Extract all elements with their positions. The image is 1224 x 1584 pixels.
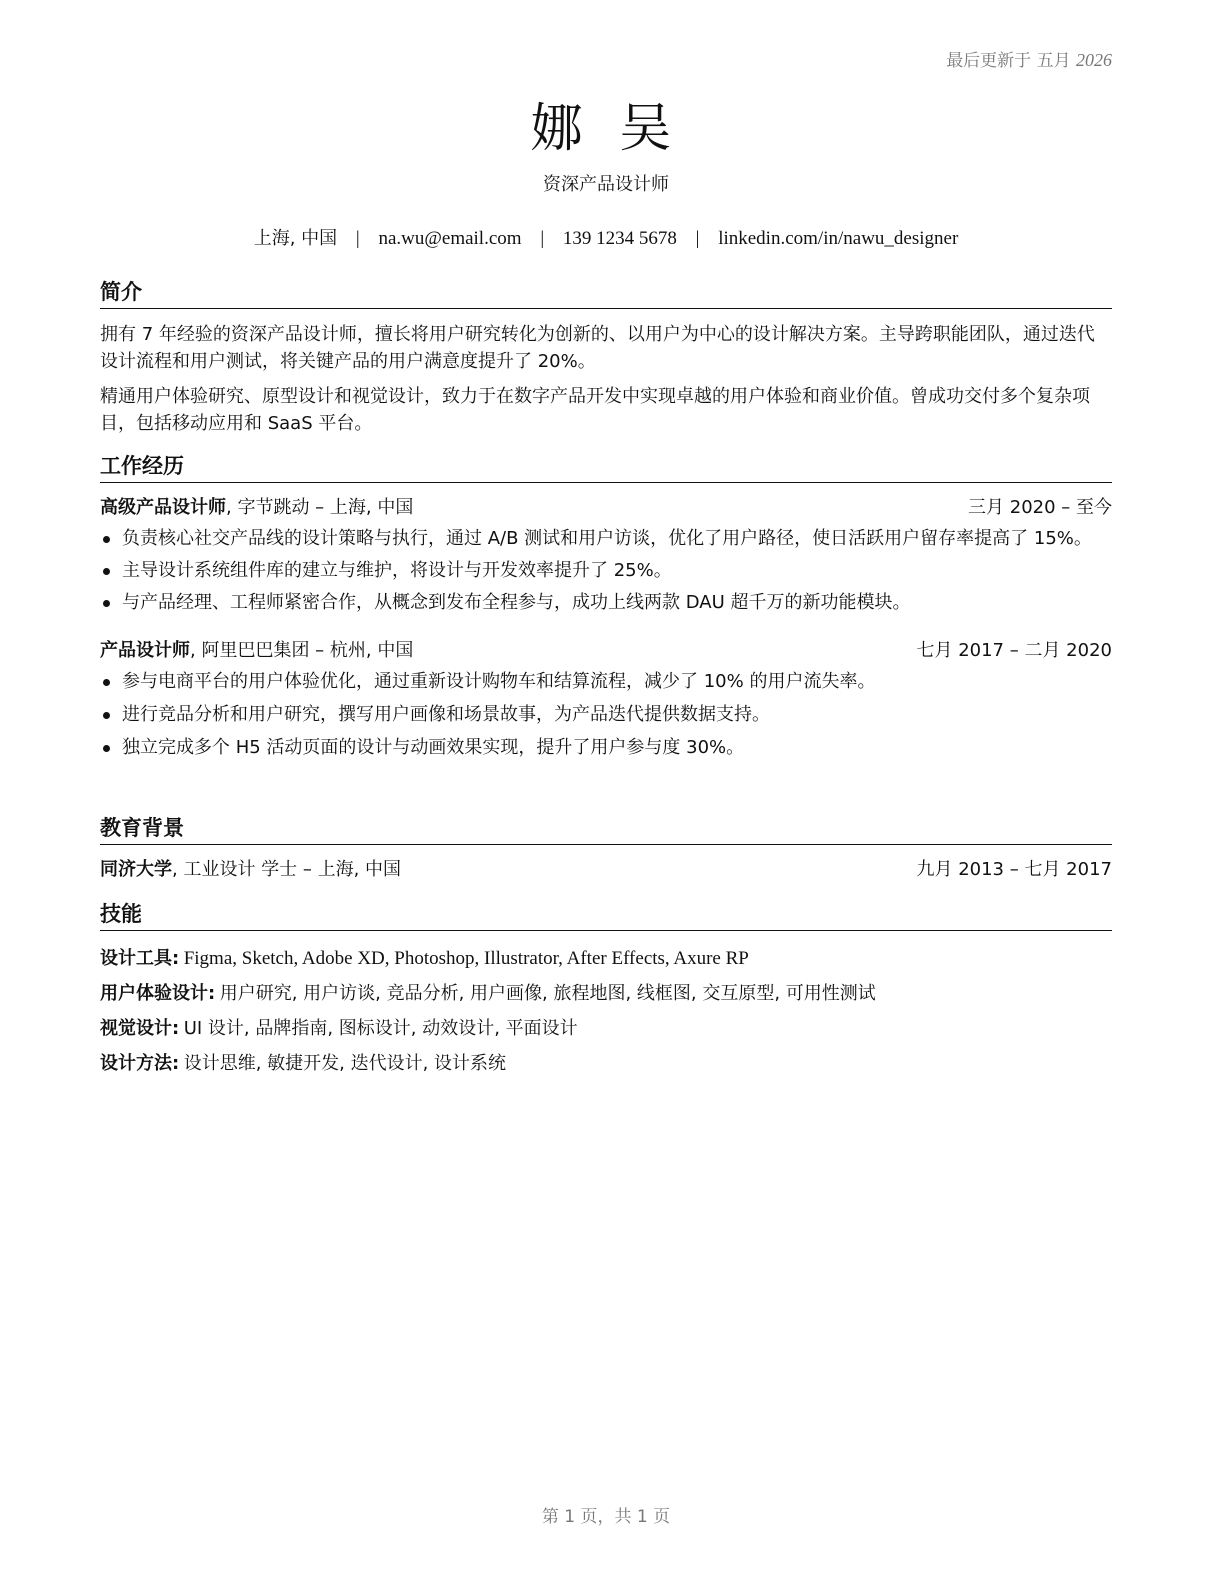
job-company: , 阿里巴巴集团 – 杭州, 中国 (190, 640, 414, 661)
job-bullet: 主导设计系统组件库的建立与维护，将设计与开发效率提升了 25%。 (100, 557, 1112, 584)
summary-section (100, 278, 1112, 437)
job-bullet: 与产品经理、工程师紧密合作，从概念到发布全程参与，成功上线两款 DAU 超千万的新功能模块。 (100, 589, 1112, 616)
education-detail: , 工业设计 学士 – 上海, 中国 (172, 859, 402, 880)
skill-value: UI 设计, 品牌指南, 图标设计, 动效设计, 平面设计 (183, 1018, 578, 1039)
skill-line (100, 976, 1112, 1011)
education-section (100, 814, 1112, 883)
contact-separator: | (695, 228, 700, 249)
job-header (100, 638, 1112, 664)
skills-list (100, 941, 1112, 1081)
resume-page (100, 0, 1112, 1584)
experience-section (100, 452, 1112, 761)
contact-separator: | (355, 228, 360, 249)
education-entry (100, 857, 1112, 883)
contact-phone[interactable]: 139 1234 5678 (562, 228, 677, 249)
skill-line (100, 1011, 1112, 1046)
last-updated-prefix: 最后更新于 五月 (946, 51, 1071, 71)
education-dates: 九月 2013 – 七月 2017 (916, 859, 1112, 880)
contact-separator: | (540, 228, 545, 249)
section-title-skills: 技能 (100, 900, 1112, 931)
contact-linkedin[interactable]: linkedin.com/in/nawu_designer (718, 228, 959, 249)
page-footer: 第 1 页，共 1 页 (541, 1507, 671, 1527)
skill-label: 用户体验设计: (100, 983, 216, 1004)
section-title-summary: 简介 (100, 278, 1112, 309)
job-bullet: 负责核心社交产品线的设计策略与执行，通过 A/B 测试和用户访谈，优化了用户路径，使日活跃用户留存率提高了 15%。 (100, 525, 1112, 552)
skills-section (100, 900, 1112, 1081)
job-header (100, 495, 1112, 521)
contact-line (100, 224, 1112, 250)
job-bullet: 进行竞品分析和用户研究，撰写用户画像和场景故事，为产品迭代提供数据支持。 (100, 701, 1112, 728)
skill-label: 设计工具: (100, 948, 180, 969)
job-dates: 三月 2020 – 至今 (968, 497, 1112, 518)
job-dates: 七月 2017 – 二月 2020 (916, 640, 1112, 661)
skill-line (100, 1046, 1112, 1081)
job-bullets (100, 525, 1112, 616)
section-title-experience: 工作经历 (100, 452, 1112, 483)
education-school: 同济大学 (100, 859, 172, 880)
skill-value: 设计思维, 敏捷开发, 迭代设计, 设计系统 (183, 1053, 507, 1074)
section-title-education: 教育背景 (100, 814, 1112, 845)
skill-label: 视觉设计: (100, 1018, 180, 1039)
skill-value: Figma, Sketch, Adobe XD, Photoshop, Illustrator, After Effects, Axure RP (183, 948, 749, 969)
summary-paragraph: 拥有 7 年经验的资深产品设计师，擅长将用户研究转化为创新的、以用户为中心的设计解决方案。主导跨职能团队，通过迭代设计流程和用户测试，将关键产品的用户满意度提升了 20%。 (100, 324, 1095, 372)
job-bullet: 参与电商平台的用户体验优化，通过重新设计购物车和结算流程，减少了 10% 的用户流失率。 (100, 668, 1112, 695)
summary-paragraph: 精通用户体验研究、原型设计和视觉设计，致力于在数字产品开发中实现卓越的用户体验和商业价值。曾成功交付多个复杂项目，包括移动应用和 SaaS 平台。 (100, 386, 1090, 434)
job-role: 高级产品设计师 (100, 497, 226, 518)
skill-label: 设计方法: (100, 1053, 180, 1074)
job-role: 产品设计师 (100, 640, 190, 661)
skill-value: 用户研究, 用户访谈, 竞品分析, 用户画像, 旅程地图, 线框图, 交互原型, 可用性测试 (219, 983, 876, 1004)
job-entry (100, 495, 1112, 616)
candidate-name: 娜 吴 (530, 99, 682, 159)
last-updated-year: 2026 (1076, 50, 1112, 70)
contact-email[interactable]: na.wu@email.com (378, 228, 522, 249)
job-bullet: 独立完成多个 H5 活动页面的设计与动画效果实现，提升了用户参与度 30%。 (100, 734, 1112, 761)
contact-location: 上海, 中国 (253, 228, 338, 249)
skill-line (100, 941, 1112, 976)
job-entry (100, 638, 1112, 761)
job-bullets (100, 668, 1112, 761)
job-company: , 字节跳动 – 上海, 中国 (226, 497, 414, 518)
last-updated (946, 46, 1112, 71)
candidate-headline: 资深产品设计师 (543, 174, 669, 195)
